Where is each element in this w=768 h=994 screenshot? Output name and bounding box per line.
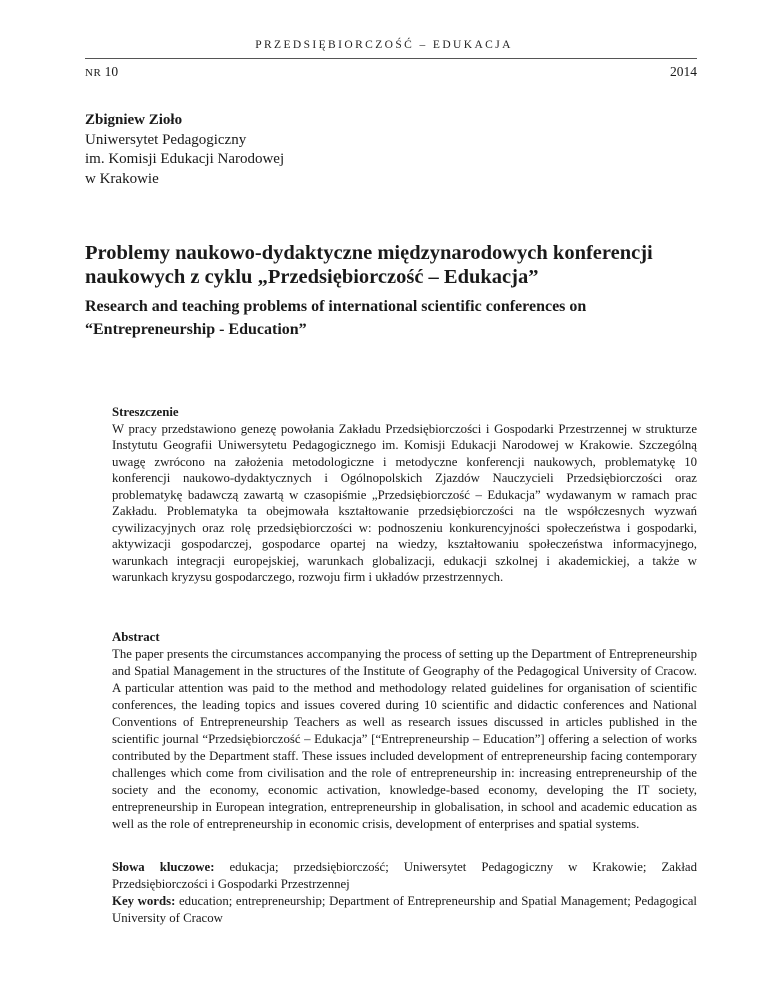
keywords-pl: [112, 859, 697, 893]
keywords-en-text: education; entrepreneurship; Department of Entrepreneurship and Spatial Management; Pedagogical University of Cracow: [112, 894, 697, 925]
author-block: [85, 111, 284, 189]
keywords-section: [112, 859, 697, 927]
abstract-heading: Abstract: [112, 630, 160, 644]
affiliation-line: w Krakowie: [85, 170, 159, 187]
title-english: Research and teaching problems of international scientific conferences on “Entrepreneurship - Education”: [85, 298, 587, 338]
header-rule: [85, 58, 697, 59]
streszczenie-text: W pracy przedstawiono genezę powołania Zakładu Przedsiębiorczości i Gospodarki Przestrzennej w strukturze Instytutu Geografii Uniwersytetu Pedagogicznego im. Komisji Edukacji Narodowej w Krakowie. Szczególną uwagę zwrócono na założenia metodologiczne i metodyczne konferencji naukowych, problematykę 10 konferencji naukowo-dydaktycznych i Ogólnopolskich Zjazdów Nauczycieli Przedsiębiorczości oraz problematykę badawczą zawartą w czasopiśmie „Przedsiębiorczość – Edukacja” wydawanym w ramach prac Zakładu. Problematyka ta obejmowała kształtowanie przedsiębiorczości na tle współczesnych wyzwań cywilizacyjnych oraz rolę przedsiębiorczości w: podnoszeniu konkurencyjności społeczeństwa i gospodarki, aktywizacji gospodarczej, gospodarce opartej na wiedzy, kształtowaniu społeczeństwa informacyjnego, warunkach integracji europejskiej, warunkach globalizacji, edukacji szkolnej i akademickiej, a także w warunkach kryzysu gospodarczego, rozwoju firm i układów przestrzennych.: [112, 421, 697, 584]
keywords-en-label: Key words:: [112, 894, 176, 908]
author-name: Zbigniew Zioło: [85, 112, 183, 128]
keywords-pl-label: Słowa kluczowe:: [112, 860, 215, 874]
keywords-en: [112, 893, 697, 927]
year: 2014: [670, 64, 697, 79]
keywords-pl-text: edukacja; przedsiębiorczość; Uniwersytet Pedagogiczny w Krakowie; Zakład Przedsiębiorczości i Gospodarki Przestrzennej: [112, 860, 697, 891]
running-head: PRZEDSIĘBIORCZOŚĆ – EDUKACJA: [255, 39, 513, 51]
affiliation-line: im. Komisji Edukacji Narodowej: [85, 151, 285, 167]
streszczenie-section: [112, 404, 697, 586]
title-polish: Problemy naukowo-dydaktyczne międzynarodowych konferencji naukowych z cyklu „Przedsiębiorczość – Edukacja”: [85, 242, 653, 288]
issue-prefix: NR: [85, 67, 102, 79]
abstract-section: [112, 629, 697, 833]
issue-value: 10: [104, 64, 119, 79]
abstract-text: The paper presents the circumstances accompanying the process of setting up the Department of Entrepreneurship and Spatial Management in the structures of the Institute of Geography of the Pedagogical University of Cracow. A particular attention was paid to the method and methodology related guidelines for organisation of scientific conferences, the leading topics and issues covered during 10 scientific and didactic conferences and National Conventions of Entrepreneurship Teachers as well as research issues discussed in articles published in the scientific journal “Przedsiębiorczość – Edukacja” [“Entrepreneurship – Education”] offering a selection of works contributed by the Department staff. These issues included development of entrepreneurship facing contemporary challenges which come from civilisation and the role of entrepreneurship in: increasing entrepreneurship of the society and the economy, economic activation, knowledge-based economy, developing the IT society, entrepreneurship in European integration, entrepreneurship in globalisation, in school and academic education as well as the role of entrepreneurship in economic crisis, development of enterprises and spatial systems.: [112, 647, 697, 831]
affiliation-line: Uniwersytet Pedagogiczny: [85, 131, 247, 148]
issue-number: [85, 64, 118, 80]
streszczenie-heading: Streszczenie: [112, 405, 179, 419]
